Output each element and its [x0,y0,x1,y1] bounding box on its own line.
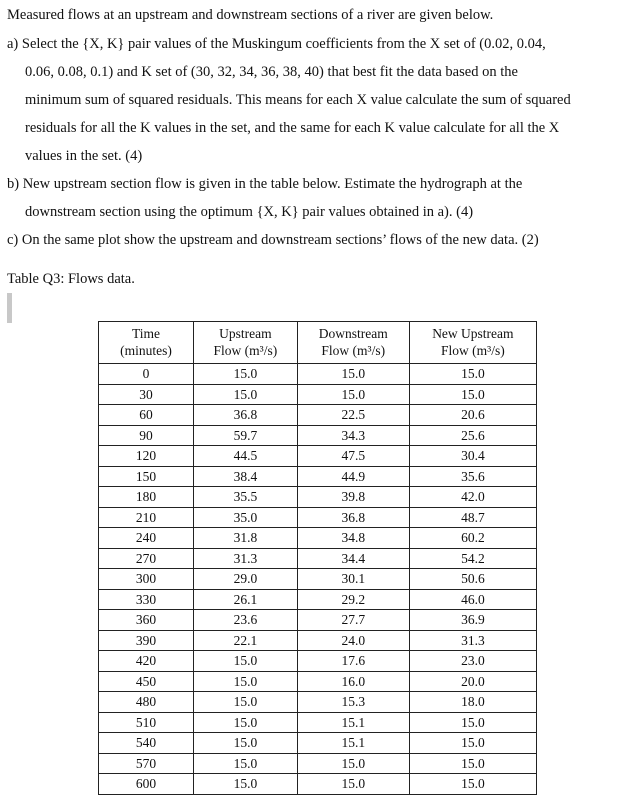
upstream-flow-cell: 35.0 [193,507,297,528]
upstream-flow-cell: 15.0 [193,774,297,795]
table-row [99,466,537,487]
downstream-flow-cell: 47.5 [297,446,409,467]
table-row [99,487,537,508]
new-upstream-flow-cell: 46.0 [409,589,536,610]
new-upstream-flow-cell: 18.0 [409,692,536,713]
downstream-flow-cell: 17.6 [297,651,409,672]
time-cell: 480 [99,692,194,713]
time-cell: 90 [99,425,194,446]
upstream-flow-cell: 15.0 [193,671,297,692]
new-upstream-flow-cell: 50.6 [409,569,536,590]
new-upstream-flow-cell: 35.6 [409,466,536,487]
time-cell: 0 [99,364,194,385]
upstream-flow-cell: 15.0 [193,733,297,754]
header-new-upstream-line2: Flow (m³/s) [441,343,505,358]
part-a-line-2: 0.06, 0.08, 0.1) and K set of (30, 32, 34, 36, 38, 40) that best fit the data based on the [25,64,518,80]
time-cell: 600 [99,774,194,795]
table-row [99,610,537,631]
table-row [99,507,537,528]
table-row [99,446,537,467]
new-upstream-flow-cell: 15.0 [409,774,536,795]
upstream-flow-cell: 15.0 [193,712,297,733]
table-row [99,364,537,385]
downstream-flow-cell: 39.8 [297,487,409,508]
question-intro: Measured flows at an upstream and downstream sections of a river are given below. [7,7,494,23]
downstream-flow-cell: 15.0 [297,364,409,385]
header-upstream-line1: Upstream [219,326,272,341]
part-c-line-1: c) On the same plot show the upstream and downstream sections’ flows of the new data. (2) [7,232,539,248]
downstream-flow-cell: 36.8 [297,507,409,528]
table-row [99,733,537,754]
part-b-line-1: b) New upstream section flow is given in the table below. Estimate the hydrograph at the [7,176,523,192]
table-row [99,671,537,692]
new-upstream-flow-cell: 54.2 [409,548,536,569]
new-upstream-flow-cell: 36.9 [409,610,536,631]
part-a-line-4: residuals for all the K values in the set, and the same for each K value calculate for all the X [25,120,560,136]
downstream-flow-cell: 44.9 [297,466,409,487]
time-cell: 570 [99,753,194,774]
header-time-line1: Time [131,326,160,341]
downstream-flow-cell: 34.3 [297,425,409,446]
upstream-flow-cell: 15.0 [193,384,297,405]
new-upstream-flow-cell: 15.0 [409,384,536,405]
header-downstream-line2: Flow (m³/s) [321,343,386,358]
table-row [99,651,537,672]
time-cell: 330 [99,589,194,610]
table-row [99,384,537,405]
new-upstream-flow-cell: 60.2 [409,528,536,549]
upstream-flow-cell: 22.1 [193,630,297,651]
downstream-flow-cell: 24.0 [297,630,409,651]
upstream-flow-cell: 15.0 [193,651,297,672]
time-cell: 120 [99,446,194,467]
new-upstream-flow-cell: 15.0 [409,733,536,754]
time-cell: 30 [99,384,194,405]
new-upstream-flow-cell: 23.0 [409,651,536,672]
time-cell: 450 [99,671,194,692]
upstream-flow-cell: 23.6 [193,610,297,631]
table-row [99,774,537,795]
upstream-flow-cell: 31.8 [193,528,297,549]
header-new-upstream-line1: New Upstream [432,326,514,341]
table-row [99,692,537,713]
upstream-flow-cell: 35.5 [193,487,297,508]
downstream-flow-cell: 30.1 [297,569,409,590]
new-upstream-flow-cell: 20.6 [409,405,536,426]
new-upstream-flow-cell: 25.6 [409,425,536,446]
downstream-flow-cell: 34.8 [297,528,409,549]
upstream-flow-cell: 36.8 [193,405,297,426]
table-row [99,712,537,733]
table-row [99,630,537,651]
new-upstream-flow-cell: 42.0 [409,487,536,508]
time-cell: 360 [99,610,194,631]
new-upstream-flow-cell: 15.0 [409,753,536,774]
upstream-flow-cell: 38.4 [193,466,297,487]
time-cell: 60 [99,405,194,426]
header-time [99,322,194,364]
new-upstream-flow-cell: 20.0 [409,671,536,692]
header-downstream [297,322,409,364]
downstream-flow-cell: 34.4 [297,548,409,569]
table-header-row [99,322,537,364]
time-cell: 150 [99,466,194,487]
table-caption: Table Q3: Flows data. [7,271,135,287]
part-a-line-3: minimum sum of squared residuals. This means for each X value calculate the sum of squared [25,92,571,108]
header-downstream-line1: Downstream [318,326,388,341]
header-upstream-line2: Flow (m³/s) [213,343,278,358]
downstream-flow-cell: 15.3 [297,692,409,713]
time-cell: 390 [99,630,194,651]
table-row [99,589,537,610]
new-upstream-flow-cell: 31.3 [409,630,536,651]
part-a-line-1: a) Select the {X, K} pair values of the Muskingum coefficients from the X set of (0.02, 0.04, [7,36,546,52]
table-row [99,405,537,426]
downstream-flow-cell: 15.0 [297,753,409,774]
table-row [99,528,537,549]
flows-table [98,321,537,795]
upstream-flow-cell: 15.0 [193,692,297,713]
time-cell: 240 [99,528,194,549]
new-upstream-flow-cell: 15.0 [409,364,536,385]
downstream-flow-cell: 15.0 [297,384,409,405]
part-b-line-2: downstream section using the optimum {X, K} pair values obtained in a). (4) [25,204,474,220]
time-cell: 270 [99,548,194,569]
upstream-flow-cell: 15.0 [193,364,297,385]
table-row [99,425,537,446]
time-cell: 210 [99,507,194,528]
header-new-upstream [409,322,536,364]
downstream-flow-cell: 16.0 [297,671,409,692]
new-upstream-flow-cell: 15.0 [409,712,536,733]
upstream-flow-cell: 44.5 [193,446,297,467]
upstream-flow-cell: 15.0 [193,753,297,774]
new-upstream-flow-cell: 48.7 [409,507,536,528]
new-upstream-flow-cell: 30.4 [409,446,536,467]
downstream-flow-cell: 29.2 [297,589,409,610]
downstream-flow-cell: 15.1 [297,712,409,733]
text-cursor-marker [7,293,12,323]
table-row [99,753,537,774]
time-cell: 420 [99,651,194,672]
time-cell: 300 [99,569,194,590]
time-cell: 510 [99,712,194,733]
table-body [99,364,537,795]
time-cell: 180 [99,487,194,508]
downstream-flow-cell: 22.5 [297,405,409,426]
table-row [99,548,537,569]
upstream-flow-cell: 59.7 [193,425,297,446]
table-row [99,569,537,590]
upstream-flow-cell: 26.1 [193,589,297,610]
header-upstream [193,322,297,364]
time-cell: 540 [99,733,194,754]
header-time-line2: (minutes) [120,343,172,358]
upstream-flow-cell: 29.0 [193,569,297,590]
downstream-flow-cell: 27.7 [297,610,409,631]
upstream-flow-cell: 31.3 [193,548,297,569]
part-a-line-5: values in the set. (4) [25,148,143,164]
downstream-flow-cell: 15.0 [297,774,409,795]
downstream-flow-cell: 15.1 [297,733,409,754]
